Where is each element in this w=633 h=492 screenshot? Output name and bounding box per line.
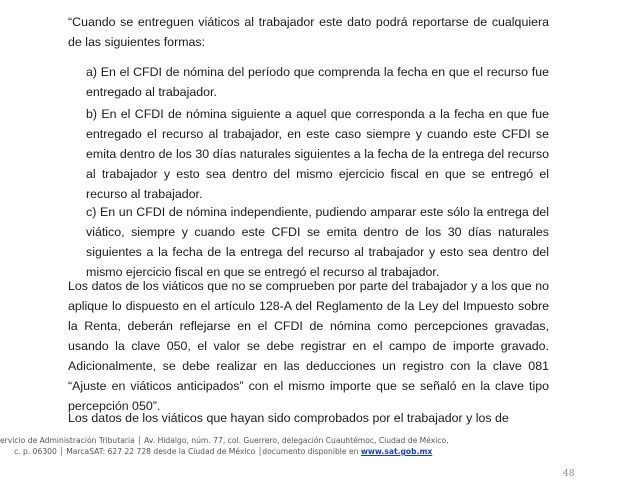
option-a-paragraph: a) En el CFDI de nómina del período que comprenda la fecha en que el recurso fue entregado al trabajador. [86,65,549,99]
footer-contact-text: c. p. 06300 │ MarcaSAT: 627 22 728 desde la Ciudad de México │documento disponible en [14,447,361,456]
option-c-paragraph: c) En un CFDI de nómina independiente, pudiendo amparar este sólo la entrega del viático, siempre y cuando este CFDI se emita dentro de los 30 días naturales siguientes a la fecha de la entrega del recurso al trabajador y esto sea dentro del mismo ejercicio fiscal en que se entregó el recurso al trabajador. [86,205,549,279]
last-paragraph: Los datos de los viáticos que hayan sido comprobados por el trabajador y los de [68,411,509,425]
footer-address-line: ervicio de Administración Tributaria │ Av. Hidalgo, núm. 77, col. Guerrero, delegación Cuauhtémoc, Ciudad de México, [0,436,449,445]
page-number: 48 [563,469,575,479]
sat-website-link[interactable]: www.sat.gob.mx [360,447,433,456]
footer-contact-line [14,446,432,457]
option-b-paragraph: b) En el CFDI de nómina siguiente a aquel que corresponda a la fecha en que fue entregado el recurso al trabajador, en este caso siempre y cuando este CFDI se emita dentro de los 30 días naturales siguientes a la fecha de la entrega del recurso al trabajador y esto sea dentro del mismo ejercicio fiscal en que se entregó el recurso al trabajador. [86,107,549,201]
intro-paragraph: “Cuando se entreguen viáticos al trabajador este dato podrá reportarse de cualquiera de las siguientes formas: [68,15,549,49]
main-paragraph: Los datos de los viáticos que no se comprueben por parte del trabajador y a los que no aplique lo dispuesto en el artículo 128-A del Reglamento de la Ley del Impuesto sobre la Renta, deberán reflejarse en el CFDI de nómina como percepciones gravadas, usando la clave 050, el valor se debe registrar en el campo de importe gravado. Adicionalmente, se debe realizar en las deducciones un registro con la clave 081 “Ajuste en viáticos anticipados” con el mismo importe que se señaló en la clave tipo percepción 050”. [68,279,549,413]
